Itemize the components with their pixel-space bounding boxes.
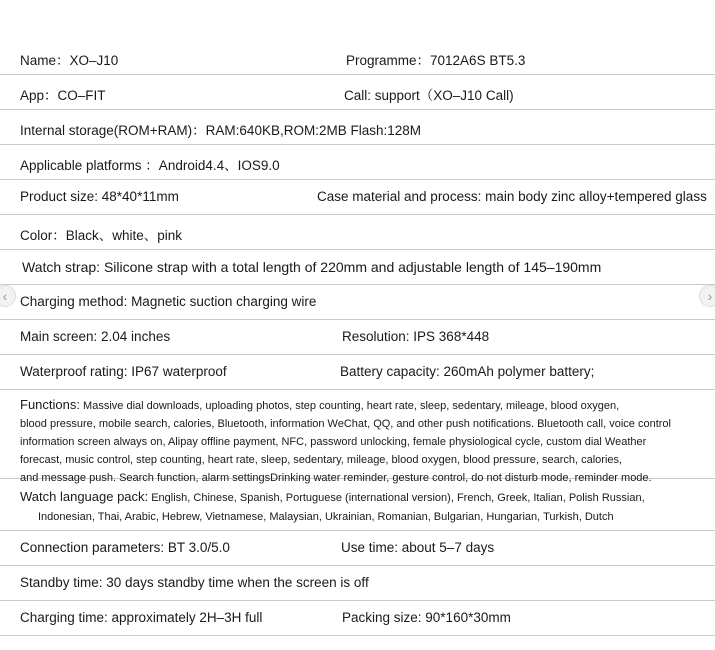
spec-color: Color：Black、white、pink: [20, 228, 183, 243]
spec-row-storage: [0, 110, 715, 145]
spec-row-waterproof: [0, 355, 715, 390]
spec-waterproof: Waterproof rating: IP67 waterproof: [20, 364, 227, 379]
spec-row-name: [0, 40, 715, 75]
spec-row-size: [0, 180, 715, 215]
spec-charging-time: Charging time: approximately 2H–3H full: [20, 610, 263, 625]
spec-row-standby: [0, 566, 715, 601]
prev-arrow-icon[interactable]: ‹: [0, 285, 16, 307]
functions-line-2: blood pressure, mobile search, calories, Bluetooth, information WeChat, QQ, and other push notifications. Bluetooth call, voice control: [20, 418, 671, 430]
spec-row-strap: [0, 250, 715, 285]
spec-programme: Programme：7012A6S BT5.3: [346, 53, 526, 68]
next-arrow-icon[interactable]: ›: [699, 285, 715, 307]
spec-platforms: Applicable platforms ：Android4.4、IOS9.0: [20, 158, 280, 173]
spec-charging-method: Charging method: Magnetic suction charging wire: [20, 294, 317, 309]
spec-connection: Connection parameters: BT 3.0/5.0: [20, 540, 230, 555]
spec-row-charging-time: [0, 601, 715, 636]
functions-label: Functions:: [20, 397, 80, 412]
language-line-1: Watch language pack: English, Chinese, Spanish, Portuguese (international version), French, Greek, Italian, Polish Russian,: [20, 489, 645, 504]
spec-product-size: Product size: 48*40*11mm: [20, 189, 179, 204]
spec-packing-size: Packing size: 90*160*30mm: [342, 610, 511, 625]
spec-strap: Watch strap: Silicone strap with a total length of 220mm and adjustable length of 145–190mm: [22, 259, 602, 275]
functions-line-3: information screen always on, Alipay offline payment, NFC, password unlocking, female physiological cycle, custom dial Weather: [20, 436, 647, 448]
spec-battery: Battery capacity: 260mAh polymer battery;: [340, 364, 595, 379]
spec-row-language: [0, 479, 715, 531]
spec-resolution: Resolution: IPS 368*448: [342, 329, 490, 344]
spec-row-functions: [0, 390, 715, 484]
spec-row-color: [0, 215, 715, 250]
spec-storage: Internal storage(ROM+RAM)：RAM:640KB,ROM:2MB Flash:128M: [20, 123, 421, 138]
spec-row-app: [0, 75, 715, 110]
spec-call: Call: support（XO–J10 Call): [344, 88, 514, 103]
functions-line-1: Functions: Massive dial downloads, uploading photos, step counting, heart rate, sleep, sedentary, mileage, blood oxygen,: [20, 397, 620, 412]
spec-name: Name：XO–J10: [20, 53, 119, 68]
spec-row-connection: [0, 531, 715, 566]
spec-row-platforms: [0, 145, 715, 180]
spec-main-screen: Main screen: 2.04 inches: [20, 329, 171, 344]
spec-use-time: Use time: about 5–7 days: [341, 540, 495, 555]
language-label: Watch language pack:: [20, 489, 149, 504]
spec-row-charging-method: [0, 285, 715, 320]
functions-line-5: and message push. Search function, alarm settingsDrinking water reminder, gesture control, do not disturb mode, reminder mode.: [20, 472, 652, 484]
spec-app: App：CO–FIT: [20, 88, 106, 103]
language-line-2: Indonesian, Thai, Arabic, Hebrew, Vietnamese, Malaysian, Ukrainian, Romanian, Bulgarian, Hungarian, Turkish, Dutch: [38, 511, 614, 523]
functions-line-4: forecast, music control, step counting, heart rate, sleep, sedentary, mileage, blood oxygen, blood pressure, search, calories,: [20, 454, 623, 466]
spec-row-screen: [0, 320, 715, 355]
spec-standby: Standby time: 30 days standby time when the screen is off: [20, 575, 369, 590]
spec-sheet: [0, 40, 715, 636]
spec-case-material: Case material and process: main body zinc alloy+tempered glass: [317, 189, 707, 204]
